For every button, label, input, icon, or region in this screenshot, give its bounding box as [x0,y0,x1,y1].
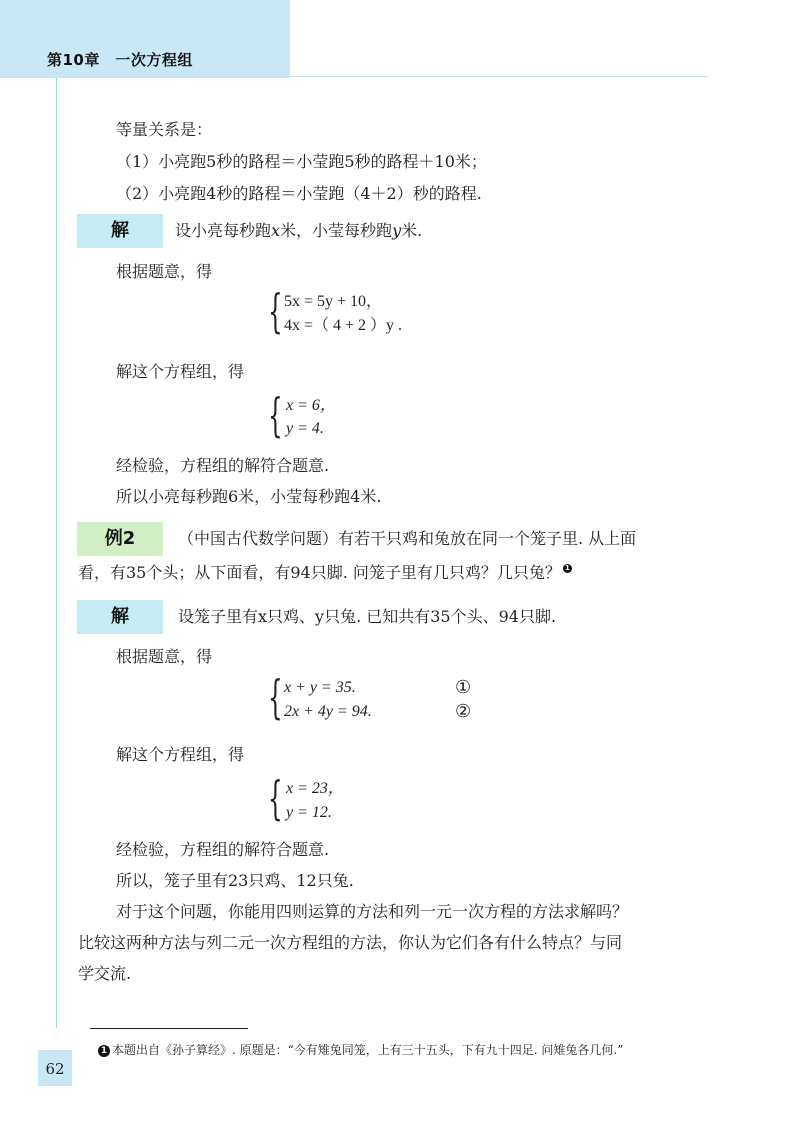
example-badge-2: 例2 [77,522,163,556]
equation-marker-2: ② [455,701,472,722]
relation-2: （2）小亮跑4秒的路程＝小莹跑（4＋2）秒的路程. [116,184,482,203]
var-x: x [271,221,281,240]
discussion-line2: 比较这两种方法与列二元一次方程组的方法，你认为它们各有什么特点？与同 [78,933,623,952]
solution1-setup-mid: 米，小莹每秒跑 [280,221,393,240]
solution-badge-1: 解 [77,214,163,248]
page-number: 62 [45,1060,65,1078]
margin-rule [56,78,57,1028]
solution1-according: 根据题意，得 [116,262,213,281]
footnote-ref-mark: 1 [563,564,572,573]
solution2-setup: 设笼子里有x只鸡、y只兔. 已知共有35个头、94只脚. [178,607,557,626]
solution-badge-2: 解 [77,600,163,634]
footnote-rule [90,1028,248,1029]
discussion-line3: 学交流. [78,964,132,983]
result1-y: y = 4. [286,420,324,437]
solution2-conclusion: 所以，笼子里有23只鸡、12只兔. [116,871,354,890]
solution2-solve-intro: 解这个方程组，得 [116,745,245,764]
system1-eq1: 5x = 5y + 10， [284,293,383,310]
result2-x: x = 23， [286,780,344,797]
discussion-line1: 对于这个问题，你能用四则运算的方法和列一元一次方程的方法求解吗？ [116,902,629,921]
chapter-title: 第10章 一次方程组 [47,51,193,69]
footnote-mark: 1 [98,1045,110,1057]
footnote [98,1042,623,1058]
equal-relations-intro: 等量关系是： [116,120,213,139]
var-y: y [392,221,402,240]
system2-eq1: x + y = 35. [284,679,356,696]
result2-y: y = 12. [286,804,332,821]
solution1-setup-end: 米. [401,221,423,240]
example2-problem-line2 [78,562,572,584]
brace-system-2: { [268,670,283,724]
solution1-solve-intro: 解这个方程组，得 [116,362,245,381]
equation-marker-1: ① [455,677,472,698]
footnote-text: 本题出自《孙子算经》. 原题是：“今有雉兔同笼，上有三十五头，下有九十四足. 问雉兔各几何.” [112,1043,624,1057]
system1-eq2: 4x =（ 4 + 2 ）y . [284,317,403,334]
header-rule [290,76,708,77]
brace-result-2: { [268,771,283,825]
brace-system-1: { [268,284,283,338]
brace-result-1: { [268,388,283,442]
example2-problem-line1: （中国古代数学问题）有若干只鸡和兔放在同一个笼子里. 从上面 [178,529,637,548]
result1-x: x = 6， [286,397,336,414]
solution1-setup [175,220,422,242]
solution2-according: 根据题意，得 [116,647,213,666]
solution2-check: 经检验，方程组的解符合题意. [116,840,330,859]
solution1-conclusion: 所以小亮每秒跑6米，小莹每秒跑4米. [116,487,382,506]
example2-problem-line2-text: 看，有35个头；从下面看，有94只脚. 问笼子里有几只鸡？几只兔？ [78,563,561,582]
relation-1: （1）小亮跑5秒的路程＝小莹跑5秒的路程＋10米； [116,152,487,171]
solution1-check: 经检验，方程组的解符合题意. [116,456,330,475]
system2-eq2: 2x + 4y = 94. [284,703,372,720]
solution1-setup-start: 设小亮每秒跑 [175,221,272,240]
